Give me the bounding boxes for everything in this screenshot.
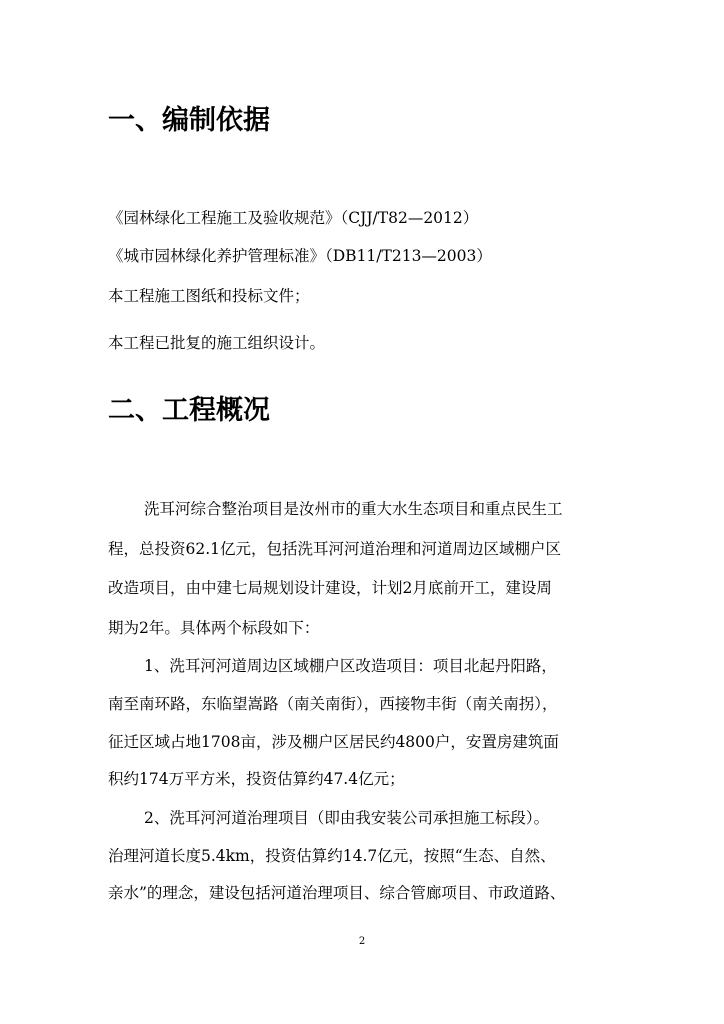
overview-line: 程，总投资62.1亿元，包括洗耳河河道治理和河道周边区域棚户区: [108, 540, 562, 558]
section-heading-basis: 一、编制依据: [108, 105, 270, 136]
basis-item: 本工程施工图纸和投标文件；: [108, 287, 310, 305]
basis-item: 本工程已批复的施工组织设计。: [108, 334, 326, 352]
overview-line: 1、洗耳河河道周边区域棚户区改造项目：项目北起丹阳路，: [144, 657, 557, 675]
overview-line: 南至南环路，东临望嵩路（南关南街），西接物丰街（南关南拐），: [108, 695, 558, 713]
overview-line: 治理河道长度5.4km，投资估算约14.7亿元，按照“生态、自然、: [108, 847, 556, 865]
overview-line: 征迁区域占地1708亩，涉及棚户区居民约4800户，安置房建筑面: [108, 733, 559, 751]
overview-line: 积约174万平方米，投资估算约47.4亿元；: [108, 770, 405, 788]
overview-line: 亲水”的理念，建设包括河道治理项目、综合管廊项目、市政道路、: [108, 884, 566, 902]
page-number: 2: [358, 936, 366, 947]
overview-line: 洗耳河综合整治项目是汝州市的重大水生态项目和重点民生工: [144, 500, 563, 518]
overview-line: 改造项目，由中建七局规划设计建设，计划2月底前开工，建设周: [108, 579, 552, 597]
overview-line: 期为2年。具体两个标段如下：: [108, 619, 320, 637]
basis-item: 《城市园林绿化养护管理标准》（DB11/T213—2003）: [108, 247, 492, 265]
overview-line: 2、洗耳河河道治理项目（即由我安装公司承担施工标段）。: [144, 809, 550, 827]
section-heading-overview: 二、工程概况: [108, 395, 270, 426]
basis-item: 《园林绿化工程施工及验收规范》（CJJ/T82—2012）: [108, 209, 479, 227]
